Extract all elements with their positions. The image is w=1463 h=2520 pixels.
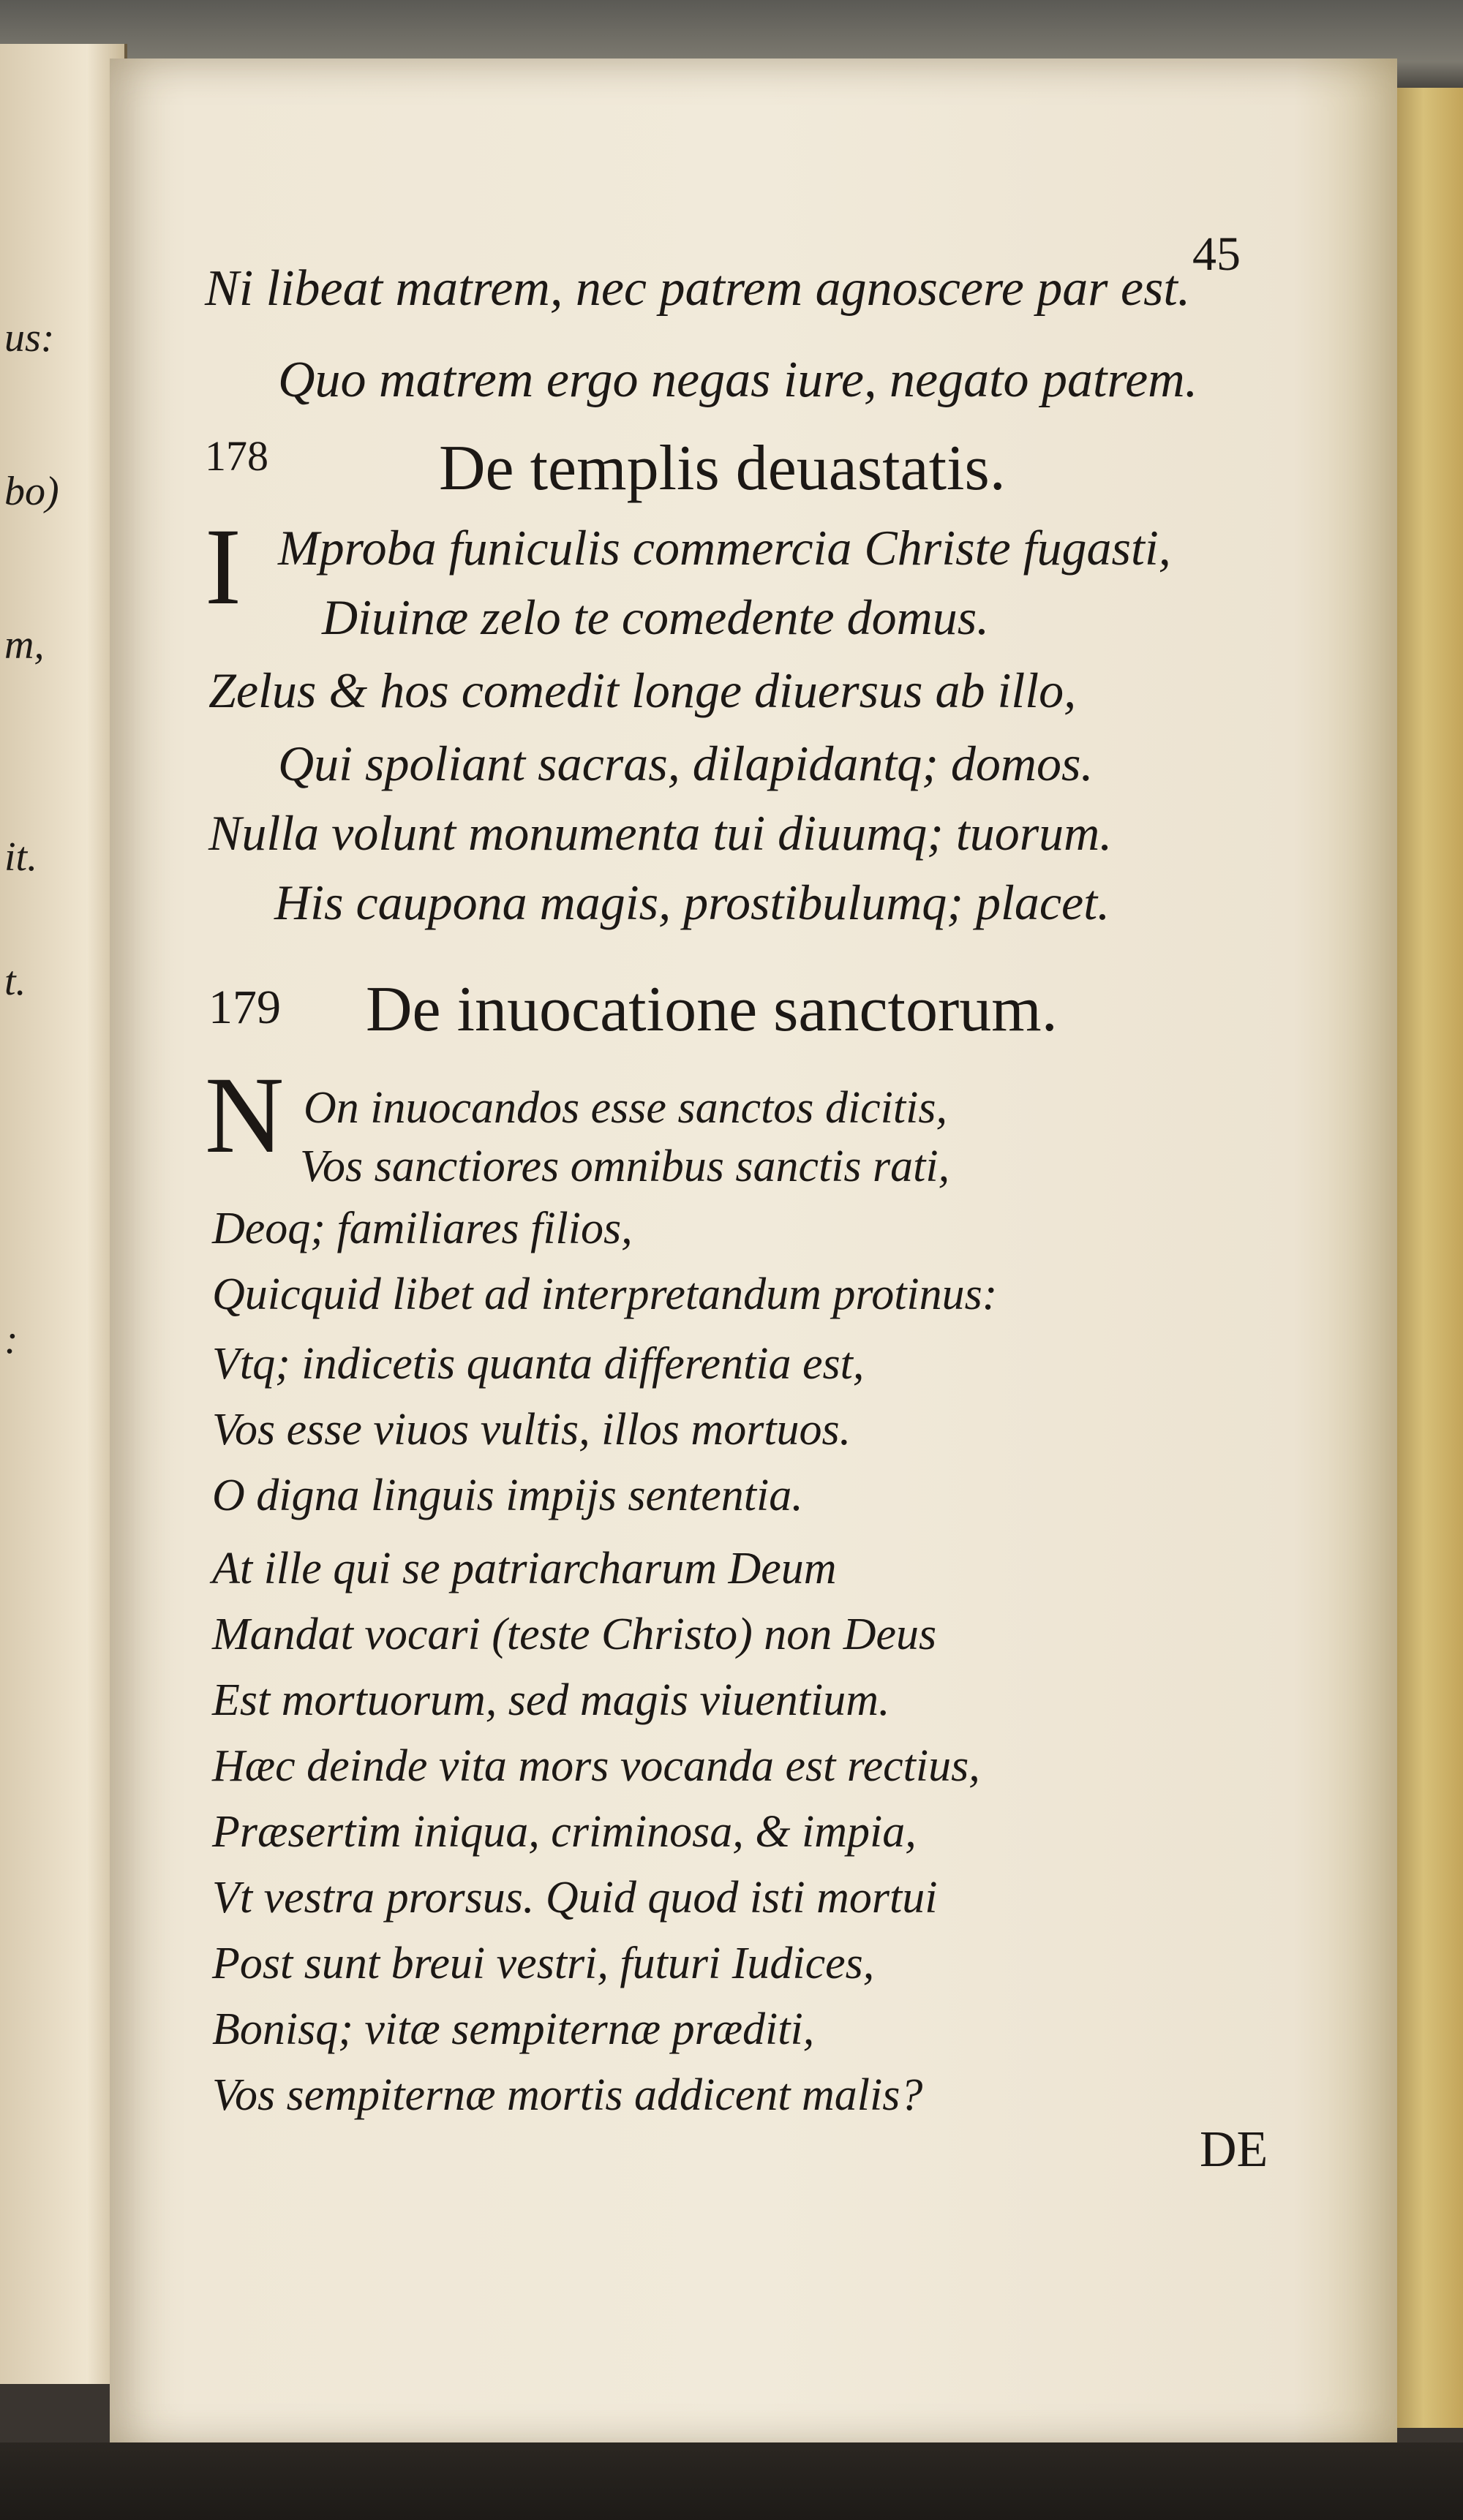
- epigram-title: De inuocatione sanctorum.: [366, 974, 1058, 1045]
- margin-fragment: us:: [4, 315, 55, 361]
- catchword: DE: [1200, 2121, 1268, 2178]
- verse-line: Quicquid libet ad interpretandum protinus:: [212, 1270, 998, 1319]
- margin-fragment: :: [4, 1317, 18, 1362]
- verse-line: Nulla volunt monumenta tui diuumq; tuorum.: [208, 805, 1113, 861]
- verse-line: Hæc deinde vita mors vocanda est rectius,: [212, 1741, 980, 1791]
- verse-line: Mproba funiculis commercia Christe fugasti,: [278, 520, 1171, 576]
- verse-line: Vos sempiternæ mortis addicent malis?: [212, 2070, 923, 2120]
- epigram-number: 179: [208, 981, 281, 1034]
- verse-line: Deoq; familiares filios,: [212, 1204, 633, 1253]
- margin-fragment: m,: [4, 622, 45, 668]
- verse-line: O digna linguis impijs sententia.: [212, 1471, 803, 1520]
- verse-line: Diuinæ zelo te comedente domus.: [322, 589, 990, 645]
- verse-line: Vt vestra prorsus. Quid quod isti mortui: [212, 1873, 938, 1923]
- verse-line: Ni libeat matrem, nec patrem agnoscere par est.: [205, 260, 1191, 317]
- verse-line: At ille qui se patriarcharum Deum: [212, 1544, 837, 1593]
- verse-line: Post sunt breui vestri, futuri Iudices,: [212, 1939, 875, 1988]
- margin-fragment: it.: [4, 834, 38, 880]
- drop-cap: N: [205, 1055, 285, 1176]
- epigram-title: De templis deuastatis.: [439, 433, 1006, 504]
- margin-fragment: t.: [4, 959, 26, 1004]
- verse-line: On inuocandos esse sanctos dicitis,: [304, 1083, 947, 1133]
- epigram-number: 178: [205, 432, 268, 480]
- verse-line: Bonisq; vitæ sempiternæ præditi,: [212, 2004, 815, 2054]
- book-bottom-shadow: [0, 2442, 1463, 2520]
- drop-cap: I: [205, 506, 241, 627]
- book-fore-edge: [1397, 88, 1463, 2428]
- verse-line: Est mortuorum, sed magis viuentium.: [212, 1675, 890, 1725]
- verse-line: Vtq; indicetis quanta differentia est,: [212, 1339, 865, 1389]
- verse-line: Quo matrem ergo negas iure, negato patrem.: [278, 352, 1198, 408]
- page-number: 45: [1192, 227, 1241, 281]
- verse-line: His caupona magis, prostibulumq; placet.: [274, 875, 1110, 930]
- verse-line: Qui spoliant sacras, dilapidantq; domos.: [278, 736, 1094, 791]
- verse-line: Vos sanctiores omnibus sanctis rati,: [300, 1142, 950, 1191]
- verse-line: Præsertim iniqua, criminosa, & impia,: [212, 1807, 917, 1857]
- verse-line: Vos esse viuos vultis, illos mortuos.: [212, 1405, 851, 1455]
- verse-line: Mandat vocari (teste Christo) non Deus: [212, 1610, 937, 1659]
- margin-fragment: bo): [4, 469, 59, 514]
- facing-page-edge: [0, 44, 127, 2384]
- verse-line: Zelus & hos comedit longe diuersus ab illo,: [208, 663, 1077, 718]
